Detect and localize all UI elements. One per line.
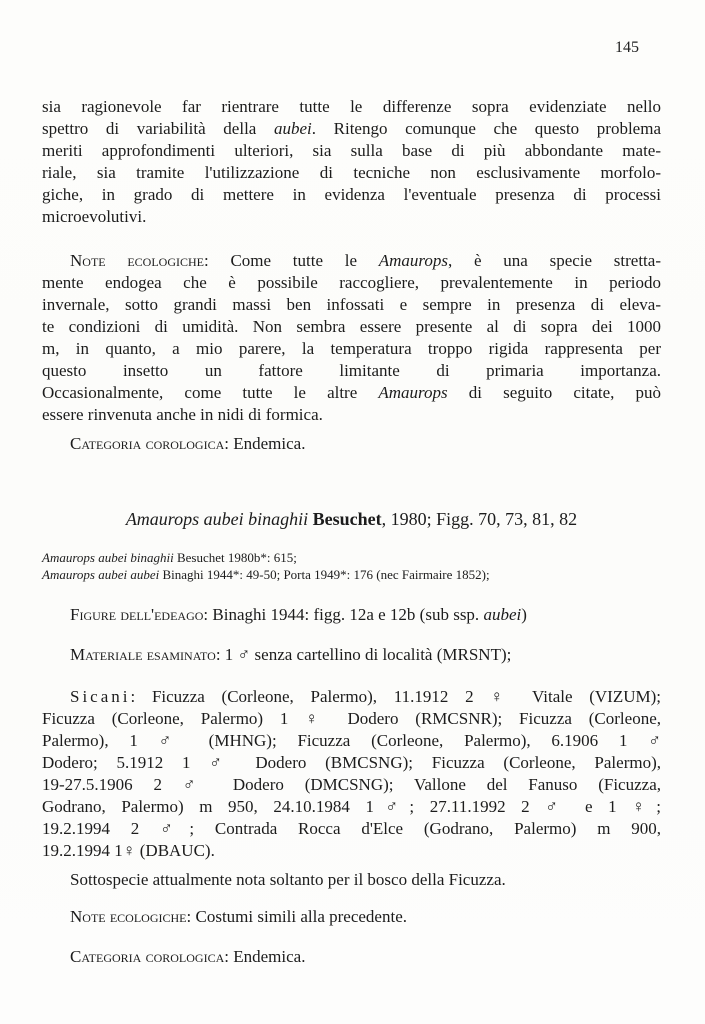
text-run: microevolutivi. — [42, 207, 147, 226]
materiale-esaminato — [42, 644, 661, 666]
text-line — [42, 316, 661, 338]
text-line — [42, 566, 661, 583]
text-run: ) — [521, 605, 527, 624]
text-line — [42, 604, 661, 626]
synonymy — [42, 549, 661, 583]
text-line — [42, 906, 661, 928]
text-run: sia ragionevole far rientrare tutte le differenze sopra evidenziate nello — [42, 97, 661, 116]
text-run: Dodero; 5.1912 1 ♂ Dodero (BMCSNG); Ficuzza (Corleone, Palermo), — [42, 753, 661, 772]
text-line — [42, 338, 661, 360]
text-run: Besuchet 1980b*: 615; — [173, 550, 297, 565]
author-name: Besuchet — [312, 509, 382, 529]
text-line — [42, 774, 661, 796]
page-content — [42, 96, 661, 968]
species-name: Amaurops aubei binaghii — [125, 509, 309, 529]
text-line — [42, 708, 661, 730]
text-run: 19.2.1994 1♀ (DBAUC). — [42, 841, 215, 860]
section-label: Materiale esaminato — [70, 645, 216, 664]
region-label: Sicani — [70, 687, 131, 706]
text-line — [42, 272, 661, 294]
text-line — [42, 549, 661, 566]
species-name: aubei — [483, 605, 522, 624]
text-run: giche, in grado di mettere in evidenza l'eventuale presenza di processi — [42, 185, 661, 204]
section-label: Categoria corologica — [70, 434, 225, 453]
text-line — [42, 686, 661, 708]
text-run: 19-27.5.1906 2 ♂ Dodero (DMCSNG); Vallone del Fanuso (Ficuzza, — [42, 775, 661, 794]
text-run: invernale, sotto grandi massi ben infossati e sempre in presenza di eleva- — [42, 295, 661, 314]
text-line — [42, 184, 661, 206]
species-heading — [42, 508, 661, 530]
text-run: 19.2.1994 2 ♂; Contrada Rocca d'Elce (Godrano, Palermo) m 900, — [42, 819, 661, 838]
figure-edeago — [42, 604, 661, 626]
text-run: : Come tutte le — [204, 251, 379, 270]
categoria-1 — [42, 433, 661, 455]
text-line — [42, 294, 661, 316]
text-run: riale, sia tramite l'utilizzazione di tecniche non esclusivamente morfolo- — [42, 163, 661, 182]
page-number: 145 — [615, 39, 639, 56]
text-line — [42, 404, 661, 426]
text-run: : Ficuzza (Corleone, Palermo), 11.1912 2 ♀ Vitale (VIZUM); — [130, 687, 661, 706]
text-run: Godrano, Palermo) m 950, 24.10.1984 1♂; 27.11.1992 2 ♂ e 1 ♀; — [42, 797, 661, 816]
text-line — [42, 382, 661, 404]
text-run: . Ritengo comunque che questo problema — [311, 119, 661, 138]
sicani-records — [42, 686, 661, 862]
text-run: : Binaghi 1944: figg. 12a e 12b (sub ssp. — [203, 605, 484, 624]
text-run: Binaghi 1944*: 49-50; Porta 1949*: 176 (nec Fairmaire 1852); — [159, 567, 490, 582]
text-line — [42, 840, 661, 862]
sottospecie-note — [42, 869, 661, 891]
text-line — [42, 818, 661, 840]
text-line — [42, 140, 661, 162]
text-run: , 1980; Figg. 70, 73, 81, 82 — [381, 509, 578, 529]
text-line — [42, 644, 661, 666]
text-run: te condizioni di umidità. Non sembra essere presente al di sopra dei 1000 — [42, 317, 661, 336]
text-run: essere rinvenuta anche in nidi di formica. — [42, 405, 323, 424]
section-label: Note ecologiche — [70, 251, 204, 270]
species-name: Amaurops aubei binaghii — [42, 550, 174, 565]
species-name: aubei — [273, 119, 312, 138]
species-name: Amaurops — [378, 251, 449, 270]
text-line — [42, 796, 661, 818]
text-run: Sottospecie attualmente nota soltanto per il bosco della Ficuzza. — [70, 870, 506, 889]
text-line — [42, 360, 661, 382]
text-line — [42, 206, 661, 228]
text-line — [42, 162, 661, 184]
species-name: Amaurops — [378, 383, 448, 402]
text-run: : Endemica. — [224, 947, 306, 966]
text-run: mente endogea che è possibile raccogliere, prevalentemente in periodo — [42, 273, 661, 292]
note-ecologiche-1 — [42, 250, 661, 426]
text-run: , è una specie stretta- — [448, 251, 661, 270]
text-run: m, in quanto, a mio parere, la temperatura troppo rigida rappresenta per — [42, 339, 661, 358]
text-line — [42, 730, 661, 752]
text-run: : Costumi simili alla precedente. — [186, 907, 407, 926]
section-label: Note ecologiche — [70, 907, 187, 926]
text-line — [42, 433, 661, 455]
note-ecologiche-2 — [42, 906, 661, 928]
section-label: Figure dell'edeago — [70, 605, 204, 624]
text-line — [42, 118, 661, 140]
text-run: Occasionalmente, come tutte le altre — [42, 383, 379, 402]
text-run: di seguito citate, può — [447, 383, 662, 402]
text-run: Ficuzza (Corleone, Palermo) 1 ♀ Dodero (RMCSNR); Ficuzza (Corleone, — [42, 709, 661, 728]
text-line — [42, 752, 661, 774]
text-run: spettro di variabilità della — [42, 119, 274, 138]
section-label: Categoria corologica — [70, 947, 225, 966]
species-name: Amaurops aubei aubei — [42, 567, 160, 582]
text-line — [42, 946, 661, 968]
categoria-2 — [42, 946, 661, 968]
text-run: : 1 ♂ senza cartellino di località (MRSNT); — [215, 645, 512, 664]
text-line — [42, 96, 661, 118]
text-line — [42, 508, 661, 530]
text-run: Palermo), 1 ♂ (MHNG); Ficuzza (Corleone, Palermo), 6.1906 1 ♂ — [42, 731, 661, 750]
text-run: meriti approfondimenti ulteriori, sia sulla base di più abbondante mate- — [42, 141, 661, 160]
text-line — [42, 869, 661, 891]
text-line — [42, 250, 661, 272]
intro-paragraph — [42, 96, 661, 228]
text-run: : Endemica. — [224, 434, 306, 453]
text-run: questo insetto un fattore limitante di primaria importanza. — [42, 361, 661, 380]
